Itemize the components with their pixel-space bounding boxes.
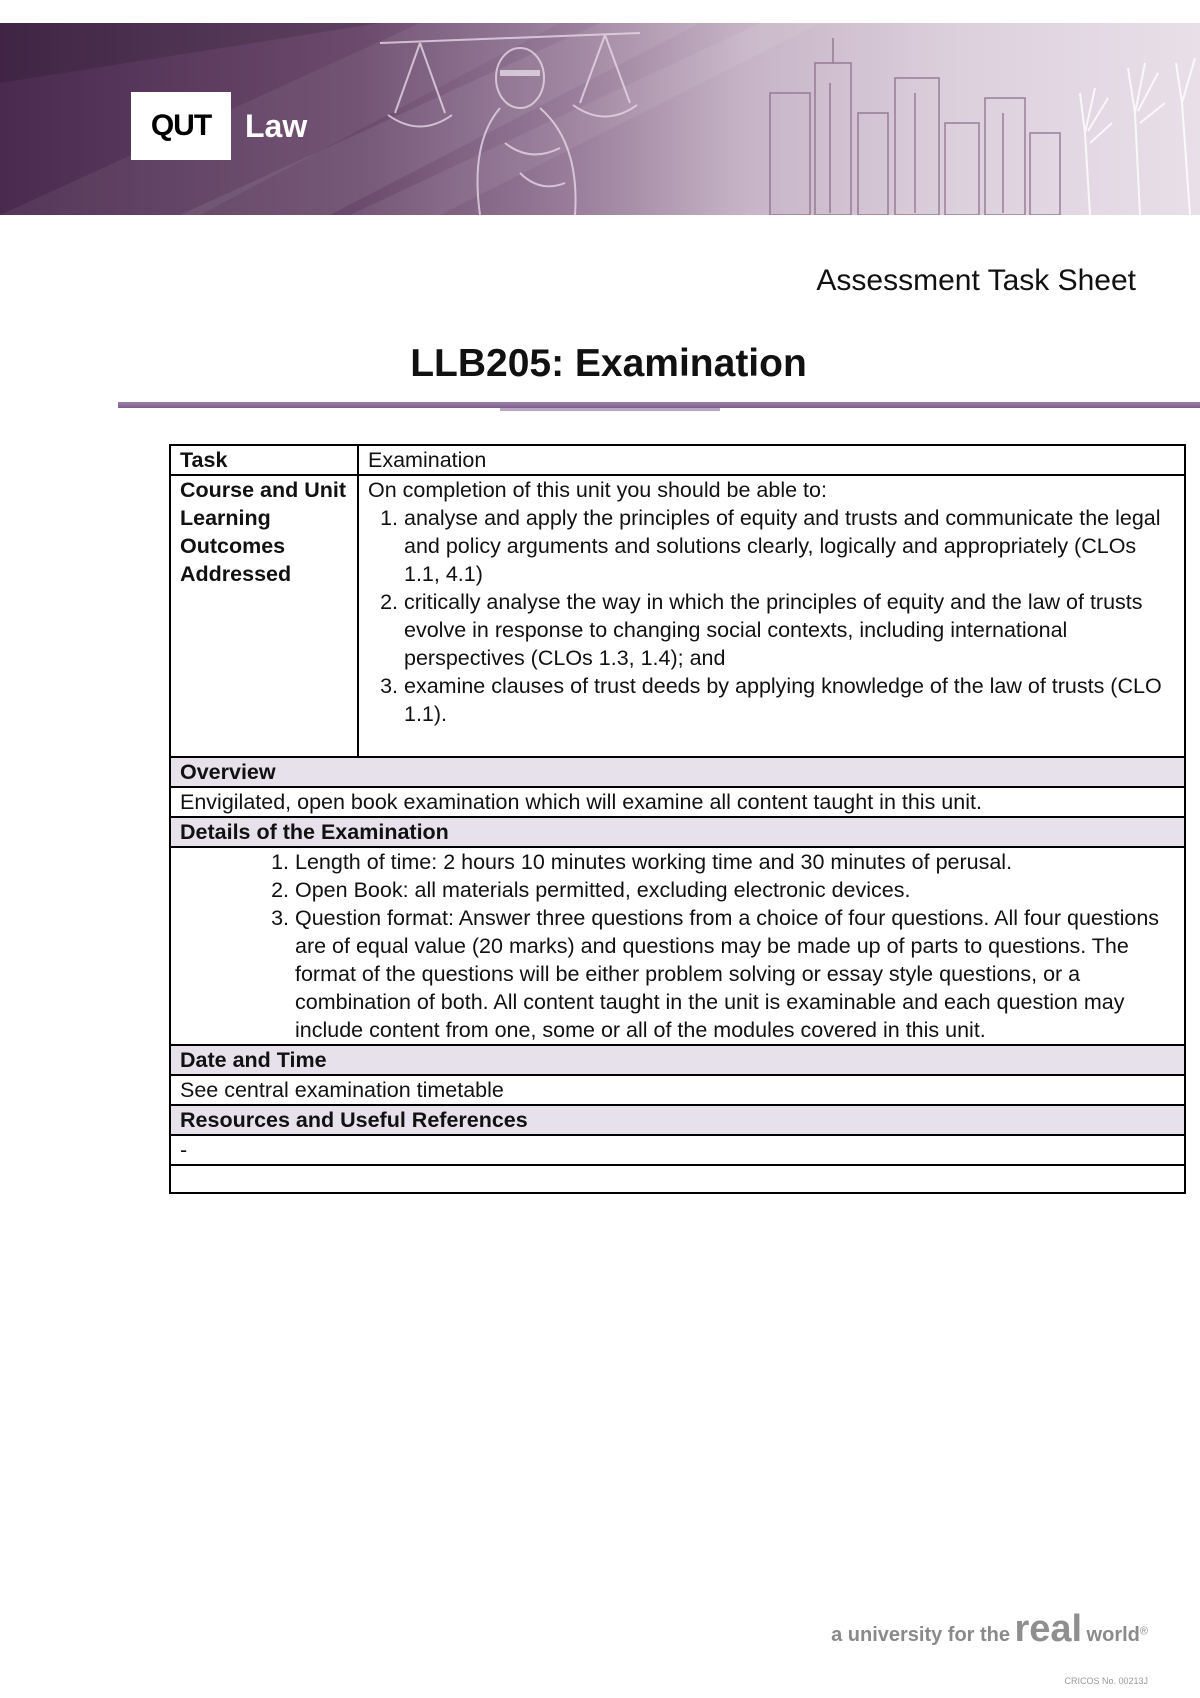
page-title: LLB205: Examination (410, 342, 807, 385)
registered-mark: ® (1139, 1625, 1148, 1638)
list-item: 3. examine clauses of trust deeds by applying knowledge of the law of trusts (CLO 1.1). (404, 672, 1175, 728)
assessment-table (169, 444, 1186, 1194)
date-row (170, 1075, 1185, 1105)
resources-text: - (170, 1135, 1185, 1165)
task-label: Task (170, 445, 358, 475)
cricos-number: CRICOS No. 00213J (1064, 1676, 1148, 1686)
header-banner (0, 23, 1200, 215)
overview-row (170, 787, 1185, 817)
task-row (170, 445, 1185, 475)
overview-text: Envigilated, open book examination which will examine all content taught in this unit. (170, 787, 1185, 817)
details-label: Details of the Examination (170, 817, 1185, 847)
details-list (180, 848, 1175, 1044)
raised-hands (1080, 58, 1195, 215)
tagline-real: real (1014, 1608, 1083, 1650)
outcomes-row (170, 475, 1185, 757)
tagline-prefix: a university for the (831, 1624, 1011, 1646)
resources-header-row (170, 1105, 1185, 1135)
details-row (170, 847, 1185, 1045)
empty-row (170, 1165, 1185, 1193)
resources-row (170, 1135, 1185, 1165)
list-item: 1. analyse and apply the principles of equity and trusts and communicate the legal and policy arguments and solutions clearly, logically and appropriately (CLOs 1.1, 4.1) (404, 504, 1175, 588)
list-item: 2. critically analyse the way in which the principles of equity and the law of trusts evolve in response to changing social contexts, including international perspectives (CLOs 1.3, 1.4); and (404, 588, 1175, 672)
outcomes-list (368, 504, 1175, 756)
university-tagline (831, 1608, 1148, 1651)
law-logo-text: Law (245, 107, 308, 144)
details-header-row (170, 817, 1185, 847)
outcomes-cell (358, 475, 1185, 757)
task-value: Examination (358, 445, 1185, 475)
list-item: 3. Question format: Answer three questions from a choice of four questions. All four questions are of equal value (20 marks) and questions may be made up of parts to questions. The format of the questions will be either problem solving or essay style questions, or a combination of both. All content taught in the unit is examinable and each question may include content from one, some or all of the modules covered in this unit. (295, 904, 1175, 1044)
tagline-world: world (1086, 1624, 1140, 1646)
outcomes-intro: On completion of this unit you should be able to: (368, 478, 827, 502)
overview-header-row (170, 757, 1185, 787)
resources-label: Resources and Useful References (170, 1105, 1185, 1135)
empty-cell (170, 1165, 1185, 1193)
outcomes-label: Course and Unit Learning Outcomes Addressed (170, 475, 358, 757)
date-header-row (170, 1045, 1185, 1075)
details-cell (170, 847, 1185, 1045)
title-divider-accent (500, 408, 720, 411)
list-item: 1. Length of time: 2 hours 10 minutes working time and 30 minutes of perusal. (295, 848, 1175, 876)
city-skyline (770, 38, 1060, 215)
list-item: 2. Open Book: all materials permitted, excluding electronic devices. (295, 876, 1175, 904)
overview-label: Overview (170, 757, 1185, 787)
sheet-label: Assessment Task Sheet (816, 264, 1136, 297)
qut-logo-box: QUT (131, 92, 231, 160)
date-label: Date and Time (170, 1045, 1185, 1075)
date-text: See central examination timetable (170, 1075, 1185, 1105)
qut-law-logo (131, 92, 307, 160)
